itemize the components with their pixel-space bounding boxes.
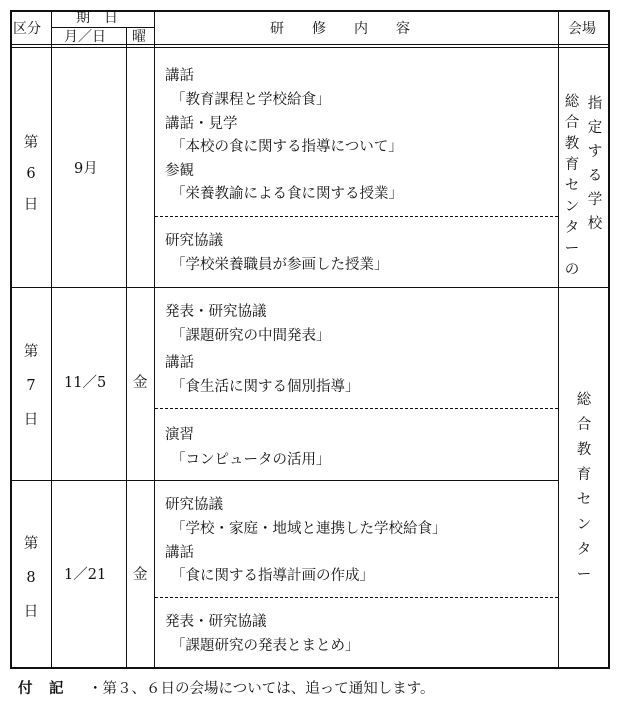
content-line: 「本校の食に関する指導について」	[171, 139, 403, 155]
session-weekday: 金	[133, 567, 148, 583]
venue-text-second: 総 合 教 育 セ ン タ ー	[576, 392, 592, 583]
row-separator	[10, 287, 558, 288]
session-label: 第 6 日	[23, 135, 39, 213]
header-month-day: 月／日	[64, 29, 106, 45]
session-date: 9月	[74, 161, 98, 177]
content-line: 「学校・家庭・地域と連携した学校給食」	[171, 521, 447, 537]
content-line: 「コンピュータの活用」	[171, 452, 331, 468]
table-border-right	[608, 10, 610, 669]
content-line: 参観	[165, 163, 194, 179]
col-line-date	[126, 27, 127, 669]
header-kijitsu: 期 日	[76, 10, 118, 26]
content-line: 講話	[165, 355, 194, 371]
content-line: 「栄養教諭による食に関する授業」	[171, 186, 403, 202]
content-line: 「課題研究の発表とまとめ」	[171, 638, 360, 654]
content-line: 講話	[165, 545, 194, 561]
content-line: 研究協議	[165, 497, 223, 513]
session-date: 1／21	[64, 567, 107, 583]
row-separator	[10, 480, 558, 481]
header-separator	[10, 47, 610, 48]
col-line-weekday	[154, 10, 155, 669]
header-weekday: 曜	[132, 29, 146, 45]
table-border-left	[10, 10, 12, 669]
venue-text-col2: 指 定 す る 学 校	[587, 96, 603, 232]
content-line: 「学校栄養職員が参画した授業」	[171, 257, 389, 273]
table-border-bottom	[10, 667, 610, 669]
content-dashed-separator	[155, 597, 558, 598]
content-line: 「課題研究の中間発表」	[171, 328, 331, 344]
session-weekday: 金	[133, 375, 148, 391]
venue-text-col1: 総 合 教 育 セ ン タ ー の	[564, 94, 580, 278]
session-label: 第 8 日	[23, 536, 39, 620]
content-line: 演習	[165, 427, 194, 443]
content-line: 発表・研究協議	[165, 304, 267, 320]
footnote-text: ・第３、６日の会場については、追って通知します。	[88, 681, 435, 697]
header-content: 研 修 内 容	[270, 21, 410, 37]
content-dashed-separator	[155, 408, 558, 409]
col-line-kubun	[51, 10, 52, 669]
content-line: 「食生活に関する個別指導」	[171, 379, 360, 395]
content-line: 研究協議	[165, 233, 223, 249]
venue-separator	[558, 287, 610, 288]
session-label: 第 7 日	[23, 344, 39, 428]
content-line: 発表・研究協議	[165, 614, 267, 630]
header-kubun: 区分	[13, 21, 41, 37]
content-dashed-separator	[155, 216, 558, 217]
header-venue: 会場	[568, 21, 596, 37]
content-line: 「食に関する指導計画の作成」	[171, 568, 374, 584]
col-line-content	[558, 10, 559, 669]
content-line: 講話	[165, 68, 194, 84]
content-line: 「教育課程と学校給食」	[171, 92, 331, 108]
footnote-label: 付 記	[18, 680, 65, 697]
content-line: 講話・見学	[165, 116, 238, 132]
session-date: 11／5	[64, 375, 107, 391]
